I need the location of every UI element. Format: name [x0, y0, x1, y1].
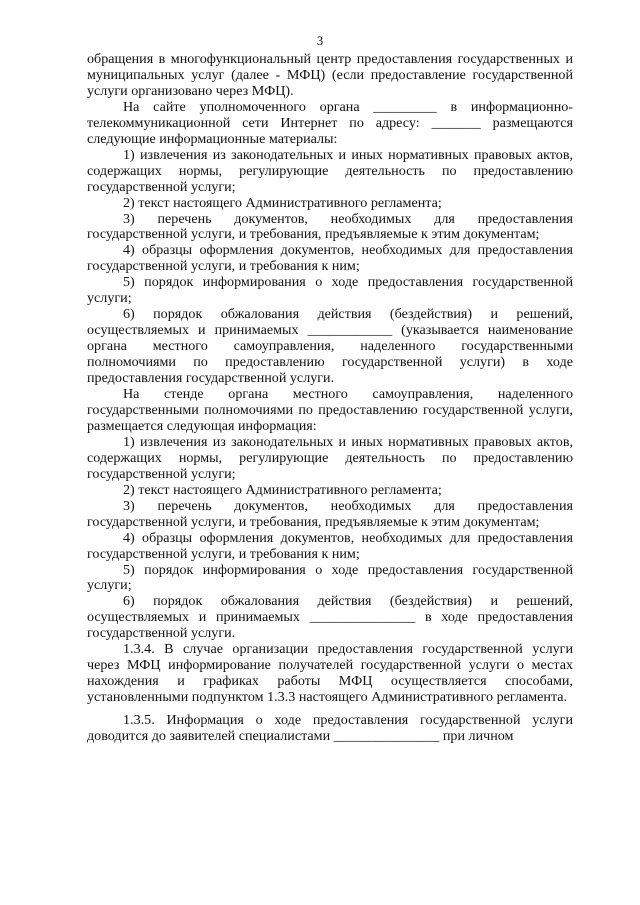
paragraph: 1.3.4. В случае организации предоставления государственной услуги через МФЦ информирование получателей государственной услуги о местах нахождения и графиках работы МФЦ осуществляется способами, установленными подпунктом 1.3.3 настоящего Административного регламента.	[87, 641, 573, 706]
paragraph: На сайте уполномоченного органа _________ в информационно-телекоммуникационной сети Интернет по адресу: _______ размещаются следующие информационные материалы:	[87, 98, 573, 147]
page-number: 3	[316, 34, 324, 48]
paragraph: 2) текст настоящего Административного регламента;	[123, 194, 442, 211]
paragraph: 6) порядок обжалования действия (бездействия) и решений, осуществляемых и принимаемых ____________ (указывается наименование органа местного самоуправления, наделенного государственными полномочиями по предоставлению государственной услуги) в ходе предоставления государственной услуги.	[87, 306, 573, 387]
paragraph: 2) текст настоящего Административного регламента;	[123, 481, 442, 498]
paragraph: 6) порядок обжалования действия (бездействия) и решений, осуществляемых и принимаемых _______________ в ходе предоставления государственной услуги.	[87, 593, 573, 642]
paragraph: 4) образцы оформления документов, необходимых для предоставления государственной услуги, и требования к ним;	[87, 529, 573, 562]
paragraph: 1.3.5. Информация о ходе предоставления государственной услуги доводится до заявителей специалистами _______________ при личном	[87, 712, 573, 745]
document-body	[87, 52, 573, 745]
paragraph: 3) перечень документов, необходимых для предоставления государственной услуги, и требования, предъявляемые к этим документам;	[87, 210, 573, 243]
paragraph: 5) порядок информирования о ходе предоставления государственной услуги;	[87, 274, 573, 307]
paragraph: обращения в многофункциональный центр предоставления государственных и муниципальных услуг (далее - МФЦ) (если предоставление государственной услуги организовано через МФЦ).	[87, 51, 573, 99]
paragraph: На стенде органа местного самоуправления, наделенного государственными полномочиями по предоставлению государственной услуги, размещается следующая информация:	[87, 386, 573, 434]
paragraph: 1) извлечения из законодательных и иных нормативных правовых актов, содержащих нормы, регулирующие деятельность по предоставлению государственной услуги;	[87, 146, 573, 195]
paragraph: 1) извлечения из законодательных и иных нормативных правовых актов, содержащих нормы, регулирующие деятельность по предоставлению государственной услуги;	[87, 433, 573, 482]
paragraph: 5) порядок информирования о ходе предоставления государственной услуги;	[87, 561, 573, 594]
paragraph: 3) перечень документов, необходимых для предоставления государственной услуги, и требования, предъявляемые к этим документам;	[87, 497, 573, 530]
paragraph: 4) образцы оформления документов, необходимых для предоставления государственной услуги, и требования к ним;	[87, 242, 573, 275]
